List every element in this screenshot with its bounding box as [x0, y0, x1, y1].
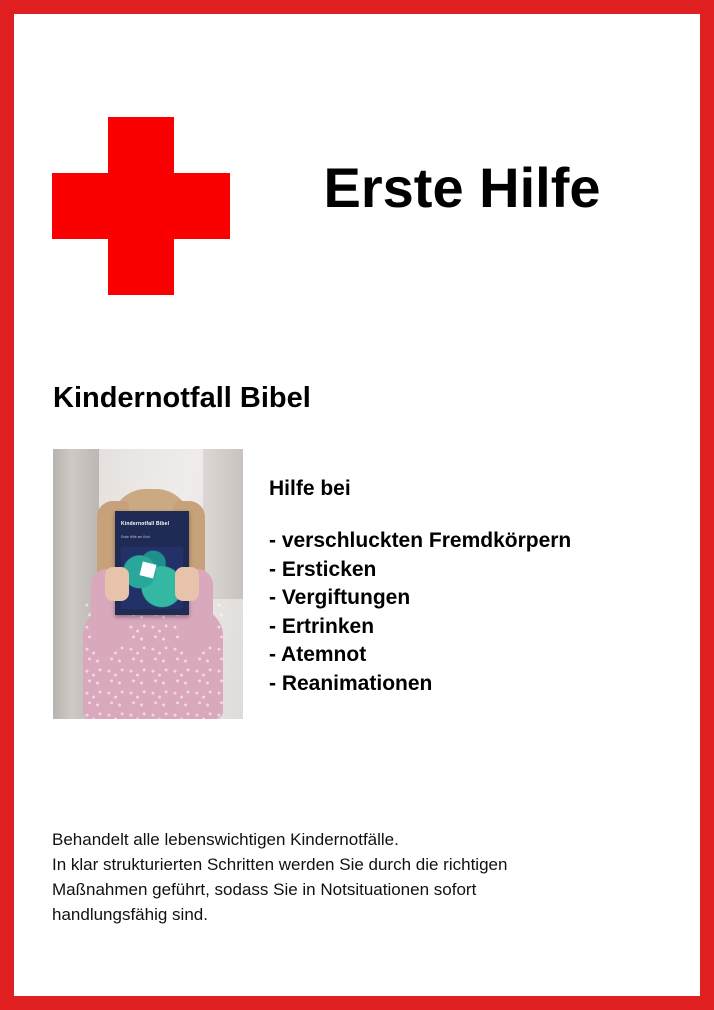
list-item: - verschluckten Fremdkörpern: [269, 529, 572, 552]
red-cross-vertical-bar: [108, 117, 174, 295]
list-item: - Ersticken: [269, 557, 377, 581]
red-cross-icon: [52, 117, 230, 295]
list-item: - Vergiftungen: [269, 586, 411, 609]
photo-child-hand-left: [105, 567, 129, 601]
page-title: Erste Hilfe: [323, 156, 601, 219]
feature-list-items: [269, 527, 679, 698]
description-line: handlungsfähig sind.: [52, 905, 208, 924]
description-line: In klar strukturierten Schritten werden Sie durch die richtigen: [52, 855, 508, 874]
poster-header: [17, 97, 697, 297]
feature-list-lead: Hilfe bei: [269, 477, 351, 500]
photo-child-hand-right: [175, 567, 199, 601]
list-item: - Reanimationen: [269, 671, 433, 695]
product-photo: [53, 449, 243, 719]
description-paragraph: [52, 827, 672, 927]
list-item: - Atemnot: [269, 643, 367, 666]
poster-content: [17, 17, 697, 993]
description-line: Behandelt alle lebenswichtigen Kindernotfälle.: [52, 830, 399, 849]
description-line: Maßnahmen geführt, sodass Sie in Notsituationen sofort: [52, 880, 477, 899]
list-item: - Ertrinken: [269, 614, 375, 638]
feature-list: [269, 477, 679, 698]
book-cover-title: Kindernotfall Bibel: [121, 521, 170, 527]
product-heading: Kindernotfall Bibel: [53, 382, 311, 414]
book-cover-subtitle: Erste Hilfe am Kind: [121, 535, 151, 539]
